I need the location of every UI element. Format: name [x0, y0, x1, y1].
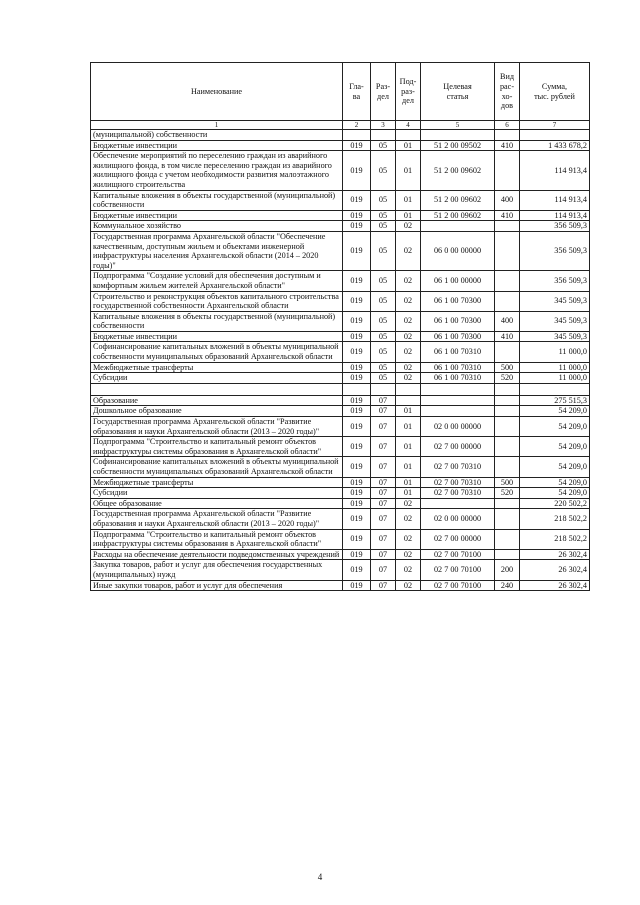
- row-vid: [495, 437, 520, 457]
- row-podrazdel: 02: [396, 231, 421, 270]
- row-name: Межбюджетные трансферты: [91, 362, 343, 373]
- row-glava: 019: [343, 331, 371, 342]
- header-name: Наименование: [91, 63, 343, 121]
- row-razdel: 05: [371, 231, 396, 270]
- row-vid: [495, 221, 520, 232]
- row-statya: 02 7 00 70100: [421, 580, 495, 591]
- row-vid: 520: [495, 488, 520, 499]
- row-glava: 019: [343, 271, 371, 291]
- row-razdel: 07: [371, 498, 396, 509]
- row-podrazdel: 02: [396, 311, 421, 331]
- row-summa: [520, 130, 590, 141]
- table-row: [91, 580, 590, 591]
- row-razdel: 05: [371, 373, 396, 384]
- row-podrazdel: 02: [396, 549, 421, 560]
- row-glava: 019: [343, 509, 371, 529]
- row-glava: 019: [343, 210, 371, 221]
- row-statya: 02 0 00 00000: [421, 417, 495, 437]
- row-statya: 02 7 00 70310: [421, 477, 495, 488]
- row-statya: 51 2 00 09602: [421, 210, 495, 221]
- table-row: [91, 437, 590, 457]
- row-glava: 019: [343, 151, 371, 190]
- header-razdel: Раз- дел: [371, 63, 396, 121]
- row-vid: [495, 549, 520, 560]
- row-razdel: 05: [371, 362, 396, 373]
- row-razdel: 05: [371, 342, 396, 362]
- row-glava: 019: [343, 549, 371, 560]
- header-statya: Целевая статья: [421, 63, 495, 121]
- row-summa: 54 209,0: [520, 488, 590, 499]
- row-statya: 02 7 00 70310: [421, 488, 495, 499]
- row-name: Подпрограмма "Строительство и капитальный ремонт объектов инфраструктуры системы образования в Архангельской области": [91, 437, 343, 457]
- header-row: [91, 63, 590, 121]
- row-podrazdel: 01: [396, 477, 421, 488]
- row-glava: 019: [343, 291, 371, 311]
- row-glava: 019: [343, 373, 371, 384]
- row-podrazdel: 01: [396, 437, 421, 457]
- row-summa: 114 913,4: [520, 210, 590, 221]
- budget-document: [90, 62, 589, 591]
- table-row: [91, 221, 590, 232]
- row-glava: 019: [343, 477, 371, 488]
- row-vid: [495, 151, 520, 190]
- row-podrazdel: [396, 395, 421, 406]
- column-number: 2: [343, 121, 371, 130]
- row-name: Подпрограмма "Строительство и капитальный ремонт объектов инфраструктуры системы образования в Архангельской области": [91, 529, 343, 549]
- table-row: [91, 151, 590, 190]
- row-vid: 400: [495, 190, 520, 210]
- column-number: 6: [495, 121, 520, 130]
- row-statya: [421, 395, 495, 406]
- row-name: Обеспечение мероприятий по переселению граждан из аварийного жилищного фонда, в том числе переселению граждан из аварийного жилищного фонда с учетом необходимости развития малоэтажного жилищного строительства: [91, 151, 343, 190]
- row-podrazdel: 02: [396, 362, 421, 373]
- row-podrazdel: 01: [396, 210, 421, 221]
- table-row: [91, 417, 590, 437]
- row-vid: [495, 231, 520, 270]
- row-statya: 06 1 00 00000: [421, 271, 495, 291]
- table-row: [91, 130, 590, 141]
- row-summa: [520, 383, 590, 395]
- row-razdel: 07: [371, 477, 396, 488]
- row-glava: 019: [343, 231, 371, 270]
- column-number: 5: [421, 121, 495, 130]
- row-podrazdel: 01: [396, 140, 421, 151]
- row-summa: 26 302,4: [520, 560, 590, 580]
- table-row: [91, 271, 590, 291]
- row-glava: 019: [343, 406, 371, 417]
- row-statya: 06 1 00 70310: [421, 373, 495, 384]
- row-vid: 500: [495, 362, 520, 373]
- header-glava: Гла- ва: [343, 63, 371, 121]
- row-statya: 02 7 00 00000: [421, 437, 495, 457]
- row-glava: 019: [343, 362, 371, 373]
- row-podrazdel: 01: [396, 406, 421, 417]
- row-razdel: 07: [371, 529, 396, 549]
- row-statya: 06 1 00 70310: [421, 342, 495, 362]
- row-name: Бюджетные инвестиции: [91, 210, 343, 221]
- row-vid: [495, 498, 520, 509]
- table-body: [91, 130, 590, 591]
- row-podrazdel: 02: [396, 580, 421, 591]
- row-podrazdel: 01: [396, 488, 421, 499]
- page-number: 4: [317, 872, 323, 882]
- row-glava: 019: [343, 190, 371, 210]
- row-name: Субсидии: [91, 488, 343, 499]
- row-statya: [421, 406, 495, 417]
- row-statya: 51 2 00 09502: [421, 140, 495, 151]
- table-row: [91, 210, 590, 221]
- row-name: Софинансирование капитальных вложений в объекты муниципальной собственности муниципальных образований Архангельской области: [91, 457, 343, 477]
- table-row: [91, 331, 590, 342]
- row-podrazdel: 01: [396, 151, 421, 190]
- table-row: [91, 549, 590, 560]
- row-name: Строительство и реконструкция объектов капитального строительства государственной собственности Архангельской области: [91, 291, 343, 311]
- row-vid: [495, 509, 520, 529]
- row-summa: 114 913,4: [520, 190, 590, 210]
- row-glava: 019: [343, 560, 371, 580]
- row-name: Подпрограмма "Создание условий для обеспечения доступным и комфортным жильем жителей Архангельской области": [91, 271, 343, 291]
- table-row: [91, 231, 590, 270]
- column-number: 3: [371, 121, 396, 130]
- table-row: [91, 509, 590, 529]
- row-summa: 220 502,2: [520, 498, 590, 509]
- row-summa: 11 000,0: [520, 362, 590, 373]
- row-glava: 019: [343, 437, 371, 457]
- column-number: 1: [91, 121, 343, 130]
- row-vid: [495, 383, 520, 395]
- table-row: [91, 560, 590, 580]
- row-statya: 06 1 00 70300: [421, 311, 495, 331]
- row-summa: 54 209,0: [520, 417, 590, 437]
- row-statya: 06 1 00 70300: [421, 291, 495, 311]
- row-razdel: [371, 383, 396, 395]
- row-podrazdel: 02: [396, 373, 421, 384]
- table-row: [91, 140, 590, 151]
- row-vid: 520: [495, 373, 520, 384]
- row-podrazdel: [396, 130, 421, 141]
- row-glava: 019: [343, 140, 371, 151]
- budget-table: [90, 62, 590, 591]
- table-row: [91, 406, 590, 417]
- row-name: Капитальные вложения в объекты государственной (муниципальной) собственности: [91, 190, 343, 210]
- row-glava: 019: [343, 342, 371, 362]
- row-vid: 410: [495, 331, 520, 342]
- row-summa: 356 509,3: [520, 231, 590, 270]
- row-name: Капитальные вложения в объекты государственной (муниципальной) собственности: [91, 311, 343, 331]
- row-summa: 54 209,0: [520, 477, 590, 488]
- row-razdel: 07: [371, 549, 396, 560]
- header-vid: Вид рас- хо- дов: [495, 63, 520, 121]
- row-summa: 1 433 678,2: [520, 140, 590, 151]
- row-glava: 019: [343, 417, 371, 437]
- row-statya: 06 1 00 70310: [421, 362, 495, 373]
- row-razdel: 07: [371, 406, 396, 417]
- row-vid: [495, 342, 520, 362]
- row-glava: 019: [343, 529, 371, 549]
- table-row: [91, 498, 590, 509]
- row-summa: 345 509,3: [520, 311, 590, 331]
- column-number: 7: [520, 121, 590, 130]
- row-summa: 54 209,0: [520, 406, 590, 417]
- row-podrazdel: 02: [396, 221, 421, 232]
- row-summa: 356 509,3: [520, 271, 590, 291]
- row-summa: 345 509,3: [520, 291, 590, 311]
- table-row: [91, 529, 590, 549]
- row-podrazdel: [396, 383, 421, 395]
- table-row: [91, 395, 590, 406]
- table-row: [91, 373, 590, 384]
- row-glava: 019: [343, 498, 371, 509]
- row-podrazdel: 01: [396, 417, 421, 437]
- row-name: Коммунальное хозяйство: [91, 221, 343, 232]
- row-podrazdel: 02: [396, 331, 421, 342]
- row-summa: 26 302,4: [520, 580, 590, 591]
- row-glava: 019: [343, 311, 371, 331]
- row-summa: 26 302,4: [520, 549, 590, 560]
- row-razdel: [371, 130, 396, 141]
- row-summa: 356 509,3: [520, 221, 590, 232]
- row-podrazdel: 02: [396, 271, 421, 291]
- row-statya: 06 0 00 00000: [421, 231, 495, 270]
- row-vid: [495, 130, 520, 141]
- row-glava: 019: [343, 488, 371, 499]
- row-name: Образование: [91, 395, 343, 406]
- row-glava: 019: [343, 395, 371, 406]
- column-number: 4: [396, 121, 421, 130]
- row-statya: [421, 383, 495, 395]
- row-razdel: 07: [371, 488, 396, 499]
- row-razdel: 05: [371, 271, 396, 291]
- row-razdel: 05: [371, 140, 396, 151]
- row-podrazdel: 02: [396, 498, 421, 509]
- row-name: [91, 383, 343, 395]
- row-statya: 02 7 00 70100: [421, 549, 495, 560]
- row-podrazdel: 02: [396, 529, 421, 549]
- row-vid: [495, 457, 520, 477]
- row-name: Расходы на обеспечение деятельности подведомственных учреждений: [91, 549, 343, 560]
- row-summa: 11 000,0: [520, 373, 590, 384]
- row-glava: 019: [343, 580, 371, 591]
- row-summa: 218 502,2: [520, 509, 590, 529]
- row-summa: 345 509,3: [520, 331, 590, 342]
- table-row: [91, 457, 590, 477]
- row-name: Общее образование: [91, 498, 343, 509]
- table-row: [91, 488, 590, 499]
- table-row: [91, 383, 590, 395]
- row-name: Государственная программа Архангельской области "Развитие образования и науки Архангельской области (2013 – 2020 годы)": [91, 417, 343, 437]
- row-statya: [421, 498, 495, 509]
- row-name: Межбюджетные трансферты: [91, 477, 343, 488]
- row-glava: [343, 130, 371, 141]
- table-row: [91, 291, 590, 311]
- row-statya: 02 7 00 00000: [421, 529, 495, 549]
- row-razdel: 05: [371, 291, 396, 311]
- row-name: Иные закупки товаров, работ и услуг для обеспечения: [91, 580, 343, 591]
- row-name: Государственная программа Архангельской области "Обеспечение качественным, доступным жильем и объектами инженерной инфраструктуры населения Архангельской области (2014 – 2020 годы)": [91, 231, 343, 270]
- table-row: [91, 477, 590, 488]
- row-vid: 500: [495, 477, 520, 488]
- row-name: Закупка товаров, работ и услуг для обеспечения государственных (муниципальных) нужд: [91, 560, 343, 580]
- row-podrazdel: 02: [396, 560, 421, 580]
- row-razdel: 07: [371, 437, 396, 457]
- row-vid: 410: [495, 210, 520, 221]
- row-vid: 400: [495, 311, 520, 331]
- row-razdel: 05: [371, 210, 396, 221]
- row-statya: 02 0 00 00000: [421, 509, 495, 529]
- row-summa: 54 209,0: [520, 437, 590, 457]
- row-vid: [495, 417, 520, 437]
- row-vid: [495, 395, 520, 406]
- row-razdel: 07: [371, 417, 396, 437]
- row-vid: [495, 406, 520, 417]
- table-row: [91, 311, 590, 331]
- row-razdel: 05: [371, 151, 396, 190]
- row-razdel: 05: [371, 190, 396, 210]
- row-name: Софинансирование капитальных вложений в объекты муниципальной собственности муниципальных образований Архангельской области: [91, 342, 343, 362]
- row-vid: [495, 271, 520, 291]
- row-summa: 218 502,2: [520, 529, 590, 549]
- row-razdel: 07: [371, 395, 396, 406]
- row-name: (муниципальной) собственности: [91, 130, 343, 141]
- row-statya: [421, 130, 495, 141]
- table-row: [91, 190, 590, 210]
- row-name: Бюджетные инвестиции: [91, 331, 343, 342]
- row-vid: 410: [495, 140, 520, 151]
- header-podrazdel: Под- раз- дел: [396, 63, 421, 121]
- row-razdel: 07: [371, 457, 396, 477]
- row-razdel: 05: [371, 311, 396, 331]
- row-statya: 06 1 00 70300: [421, 331, 495, 342]
- row-vid: 200: [495, 560, 520, 580]
- row-statya: 02 7 00 70310: [421, 457, 495, 477]
- row-podrazdel: 02: [396, 509, 421, 529]
- row-podrazdel: 02: [396, 291, 421, 311]
- row-summa: 54 209,0: [520, 457, 590, 477]
- row-summa: 11 000,0: [520, 342, 590, 362]
- row-vid: [495, 291, 520, 311]
- row-glava: 019: [343, 457, 371, 477]
- row-vid: [495, 529, 520, 549]
- row-statya: 51 2 00 09602: [421, 151, 495, 190]
- row-glava: 019: [343, 221, 371, 232]
- row-podrazdel: 02: [396, 342, 421, 362]
- row-glava: [343, 383, 371, 395]
- row-name: Бюджетные инвестиции: [91, 140, 343, 151]
- row-podrazdel: 01: [396, 190, 421, 210]
- row-summa: 275 515,3: [520, 395, 590, 406]
- row-razdel: 05: [371, 331, 396, 342]
- row-statya: 51 2 00 09602: [421, 190, 495, 210]
- row-summa: 114 913,4: [520, 151, 590, 190]
- column-number-row: [91, 121, 590, 130]
- row-razdel: 07: [371, 560, 396, 580]
- row-statya: [421, 221, 495, 232]
- row-name: Государственная программа Архангельской области "Развитие образования и науки Архангельской области (2013 – 2020 годы)": [91, 509, 343, 529]
- row-razdel: 05: [371, 221, 396, 232]
- row-name: Субсидии: [91, 373, 343, 384]
- table-row: [91, 342, 590, 362]
- row-razdel: 07: [371, 509, 396, 529]
- table-row: [91, 362, 590, 373]
- row-name: Дошкольное образование: [91, 406, 343, 417]
- row-podrazdel: 01: [396, 457, 421, 477]
- row-razdel: 07: [371, 580, 396, 591]
- row-vid: 240: [495, 580, 520, 591]
- row-statya: 02 7 00 70100: [421, 560, 495, 580]
- header-summa: Сумма, тыс. рублей: [520, 63, 590, 121]
